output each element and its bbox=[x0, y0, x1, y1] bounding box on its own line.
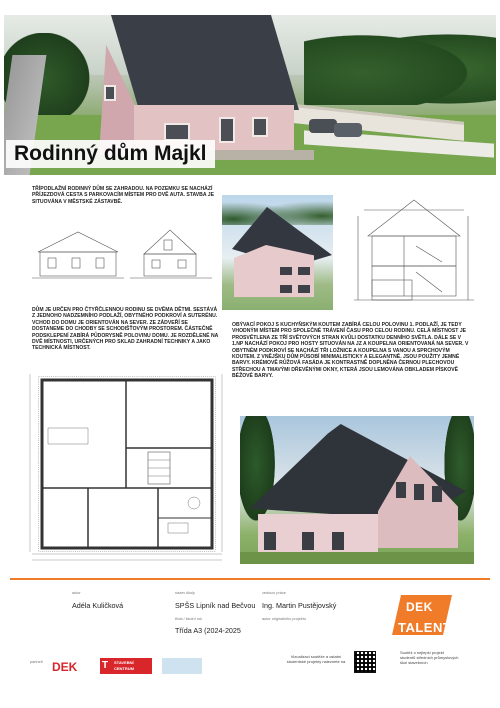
house-render-side bbox=[222, 195, 333, 310]
window bbox=[280, 285, 292, 293]
teacher-label: vedoucí práce bbox=[262, 591, 286, 595]
window bbox=[164, 123, 190, 141]
window bbox=[280, 267, 292, 275]
author-name: Adéla Kuličková bbox=[72, 601, 124, 610]
partner-logo-dek: DEK bbox=[52, 660, 78, 674]
house-render-large bbox=[240, 416, 474, 564]
window bbox=[432, 486, 442, 502]
description-text: DŮM JE URČEN PRO ČTYŘČLENNOU RODINU SE DVĚMA DĚTMI. SESTÁVÁ Z JEDNOHO NADZEMNÍHO PODLAŽÍ, OBYTNÉHO PODKROVÍ A SUTERÉNU. VCHOD DO DOMU JE ORIENTOVÁN NA SEVER. ZE ZÁDVEŘÍ SE DOSTANEME DO CHODBY SE SCHODIŠŤOVÝM PROSTOREM. ČÁSTEČNĚ PODSKLEPENÍ ZABÍRÁ PŮDORYSNĚ POLOVINU DOMU. JE ROZDĚLENÉ NA DVĚ MÍSTNOSTI, URČENÝCH PRO SKLAD ZAHRADNÍ TECHNIKY A JAKO TECHNICKÁ MÍSTNOST. bbox=[32, 307, 219, 352]
window bbox=[104, 85, 116, 101]
elevation-drawing-front bbox=[32, 228, 124, 282]
car bbox=[309, 119, 337, 133]
school-name: SPŠS Lipník nad Bečvou bbox=[175, 601, 256, 610]
page-title: Rodinný dům Majkl bbox=[6, 140, 215, 168]
qr-caption: Vizualizaci soutěže a ostatní studentské projekty naleznete na bbox=[286, 654, 346, 664]
window bbox=[264, 532, 276, 550]
author-label: autor bbox=[72, 591, 81, 595]
elevation-drawing-side bbox=[130, 228, 212, 282]
partner-logo-mark: T bbox=[102, 660, 109, 671]
dek-logo-text: DEK bbox=[406, 600, 433, 614]
window bbox=[414, 484, 424, 500]
partner-logo-centrum-text: CENTRUM bbox=[114, 666, 134, 671]
footer-divider bbox=[10, 578, 490, 580]
section-drawing bbox=[354, 196, 474, 308]
class-value: Třída A3 (2024-2025 bbox=[175, 626, 241, 635]
class-label: třída / školní rok bbox=[175, 617, 203, 621]
window bbox=[219, 117, 235, 143]
floor-plan-drawing bbox=[28, 368, 226, 564]
partner-logo-stavebni-text: STAVEBNÍ bbox=[114, 660, 134, 665]
partners-label: partneři bbox=[30, 660, 43, 664]
qr-code[interactable] bbox=[354, 651, 376, 673]
school-label: název školy bbox=[175, 591, 195, 595]
window bbox=[252, 117, 268, 137]
teacher-sub-label: autor originálního projektu bbox=[262, 617, 306, 621]
talent-logo-text: TALENT bbox=[398, 620, 452, 635]
intro-text: TŘÍPODLAŽNÍ RODINNÝ DŮM SE ZAHRADOU. NA POZEMKU SE NACHÁZÍ PŘÍJEZDOVÁ CESTA S PARKOVACÍM MÍSTEM PRO DVĚ AUTA. STAVBA JE SITUOVÁNA V MĚSTSKÉ ZÁSTAVBĚ. bbox=[32, 186, 214, 205]
window bbox=[332, 532, 344, 550]
lawn bbox=[240, 552, 474, 564]
teacher-name: Ing. Martin Pustějovský bbox=[262, 601, 337, 610]
partner-logo-education bbox=[162, 658, 202, 674]
window bbox=[302, 532, 314, 550]
window bbox=[298, 267, 310, 275]
trees-right bbox=[304, 25, 496, 105]
car bbox=[334, 123, 362, 137]
window bbox=[298, 285, 310, 293]
partner-logo-stavebni bbox=[100, 658, 152, 674]
window bbox=[396, 482, 406, 498]
interior-text: OBÝVACÍ POKOJ S KUCHYŇSKÝM KOUTEM ZABÍRÁ CELOU POLOVINU 1. PODLAŽÍ, JE TEDY VHODNÝM MÍSTEM PRO SPOLEČNÉ TRÁVENÍ ČASU PRO CELOU RODINU. CELÁ MÍSTNOST JE PROSVĚTLENA ZE TŘÍ SVĚTOVÝCH STRAN KVŮLI DOSTATKU DENNÍHO SVĚTLA. DÁLE SE V 1.NP NACHÁZÍ POKOJ PRO HOSTY SITUOVÁN NA JZ A KOUPELNA ORIENTOVANÁ NA SEVER. V OBYTNÉM PODKROVÍ SE NACHÁZÍ TŘI LOŽNICE A KOUPELNA S VANOU A SPRCHOVÝM KOUTEM. Z VNĚJŠKU DŮM PŮSOBÍ MINIMALISTICKY A ELEGANTNĚ. JSOU POUŽITY JEMNÉ BARVY. KRÉMOVĚ RŮŽOVÁ FASÁDA JE KONTRASTNĚ DOPLNĚNA ČERNOU PLECHOVOU STŘECHOU A TMAVÝMI DŘEVĚNÝMI OKNY, KTERÁ JSOU LEMOVÁNA OBKLADEM PÍSKOVĚ BÉŽOVÉ BARVY. bbox=[232, 322, 469, 380]
competition-description: Soutěž o nejlepší projekt studentů středních průmyslových škol stavebních bbox=[400, 650, 459, 665]
